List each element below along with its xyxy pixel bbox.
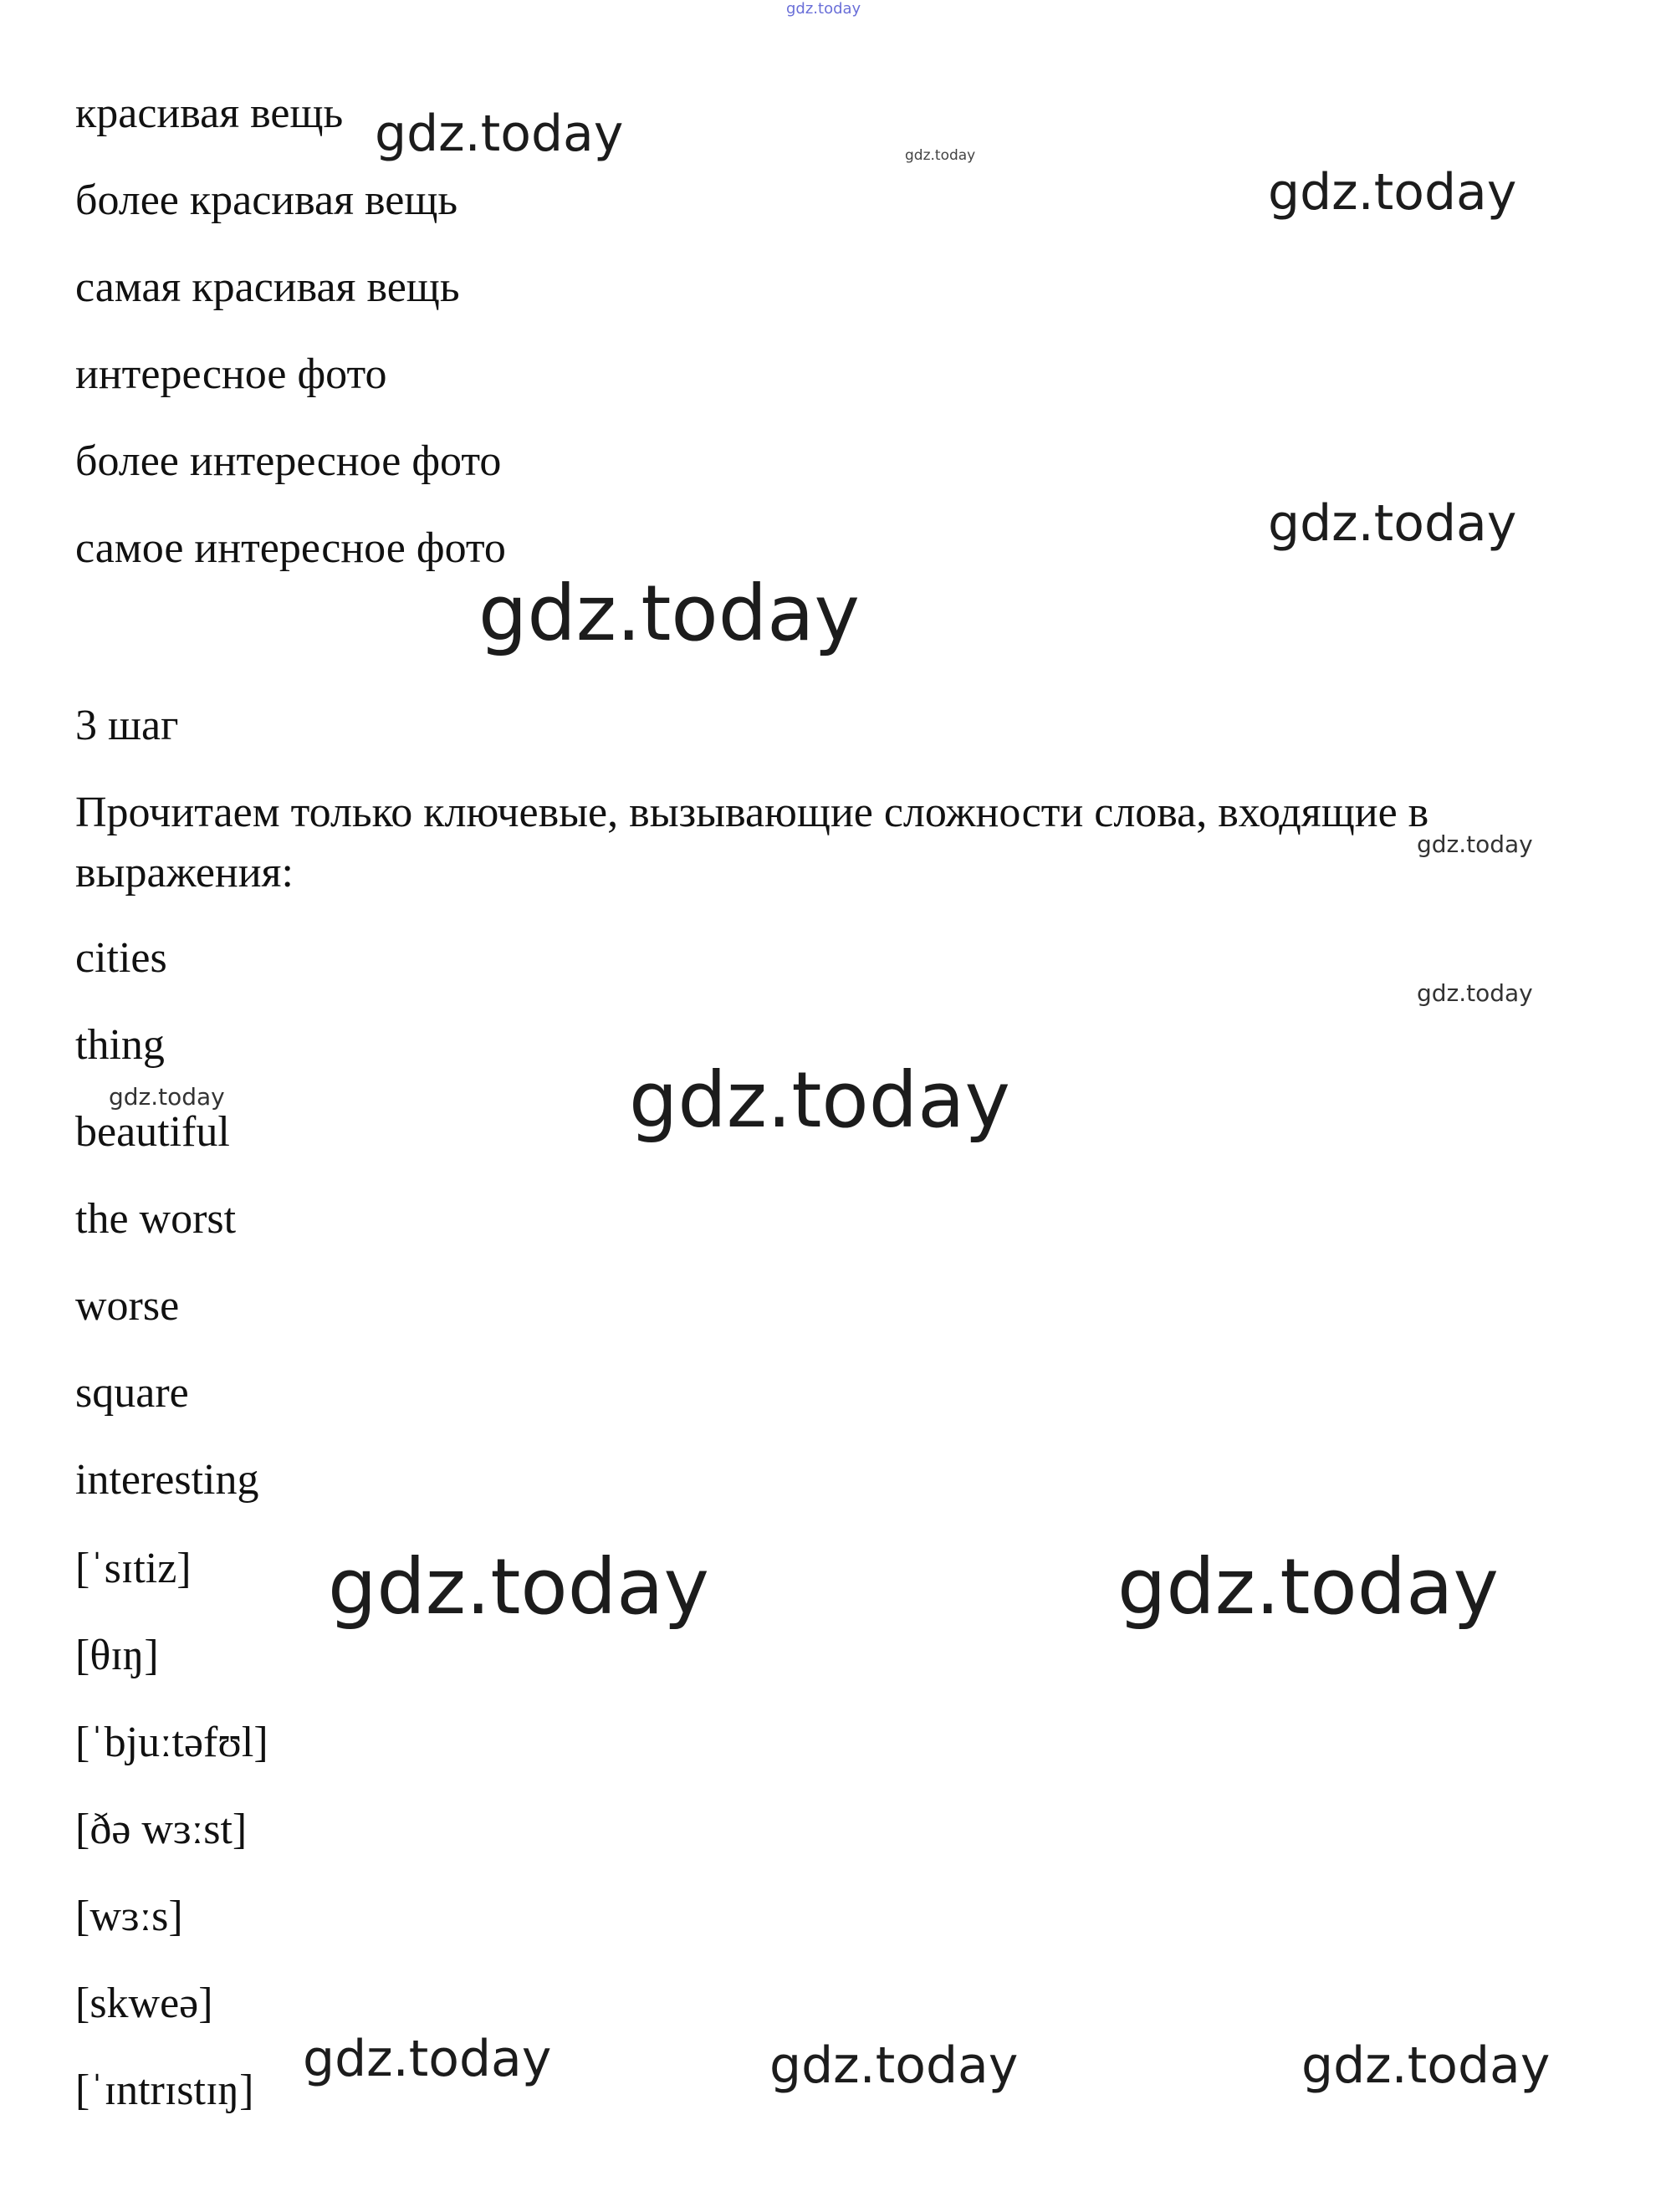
step-heading: 3 шаг xyxy=(75,702,179,749)
transcription: [skweə] xyxy=(75,1980,213,2027)
english-word: cities xyxy=(75,934,167,982)
transcription: [ˈsɪtiz] xyxy=(75,1545,192,1592)
russian-phrase: самая красивая вещь xyxy=(75,263,460,311)
english-word: thing xyxy=(75,1021,165,1069)
watermark: gdz.today xyxy=(1117,1542,1499,1632)
watermark: gdz.today xyxy=(1268,163,1517,222)
transcription: [θɪŋ] xyxy=(75,1632,159,1679)
watermark: gdz.today xyxy=(1268,494,1517,553)
watermark: gdz.today xyxy=(786,0,861,18)
watermark: gdz.today xyxy=(629,1055,1010,1145)
watermark: gdz.today xyxy=(109,1083,225,1111)
watermark: gdz.today xyxy=(1301,2036,1551,2095)
english-word: square xyxy=(75,1369,189,1417)
english-word: the worst xyxy=(75,1195,237,1243)
watermark: gdz.today xyxy=(905,147,976,164)
watermark: gdz.today xyxy=(303,2030,552,2088)
transcription: [ˈɪntrɪstɪŋ] xyxy=(75,2066,254,2114)
english-word: beautiful xyxy=(75,1108,230,1156)
russian-phrase: более интересное фото xyxy=(75,437,502,485)
transcription: [ðə wɜːst] xyxy=(75,1806,248,1853)
russian-phrase: самое интересное фото xyxy=(75,524,506,572)
transcription: [wɜːs] xyxy=(75,1893,183,1940)
watermark: gdz.today xyxy=(1417,979,1533,1007)
russian-phrase: красивая вещь xyxy=(75,89,344,137)
transcription: [ˈbjuːtəfʊl] xyxy=(75,1719,268,1766)
english-word: worse xyxy=(75,1282,180,1330)
instruction-text: Прочитаем только ключевые, вызывающие сложности слова, входящие в выражения: xyxy=(75,789,1429,897)
russian-phrase: более красивая вещь xyxy=(75,176,458,224)
russian-phrase: интересное фото xyxy=(75,350,387,398)
watermark: gdz.today xyxy=(1417,830,1533,858)
watermark: gdz.today xyxy=(375,105,624,163)
watermark: gdz.today xyxy=(769,2036,1019,2095)
watermark: gdz.today xyxy=(478,569,860,658)
english-word: interesting xyxy=(75,1456,259,1504)
watermark: gdz.today xyxy=(328,1542,709,1632)
